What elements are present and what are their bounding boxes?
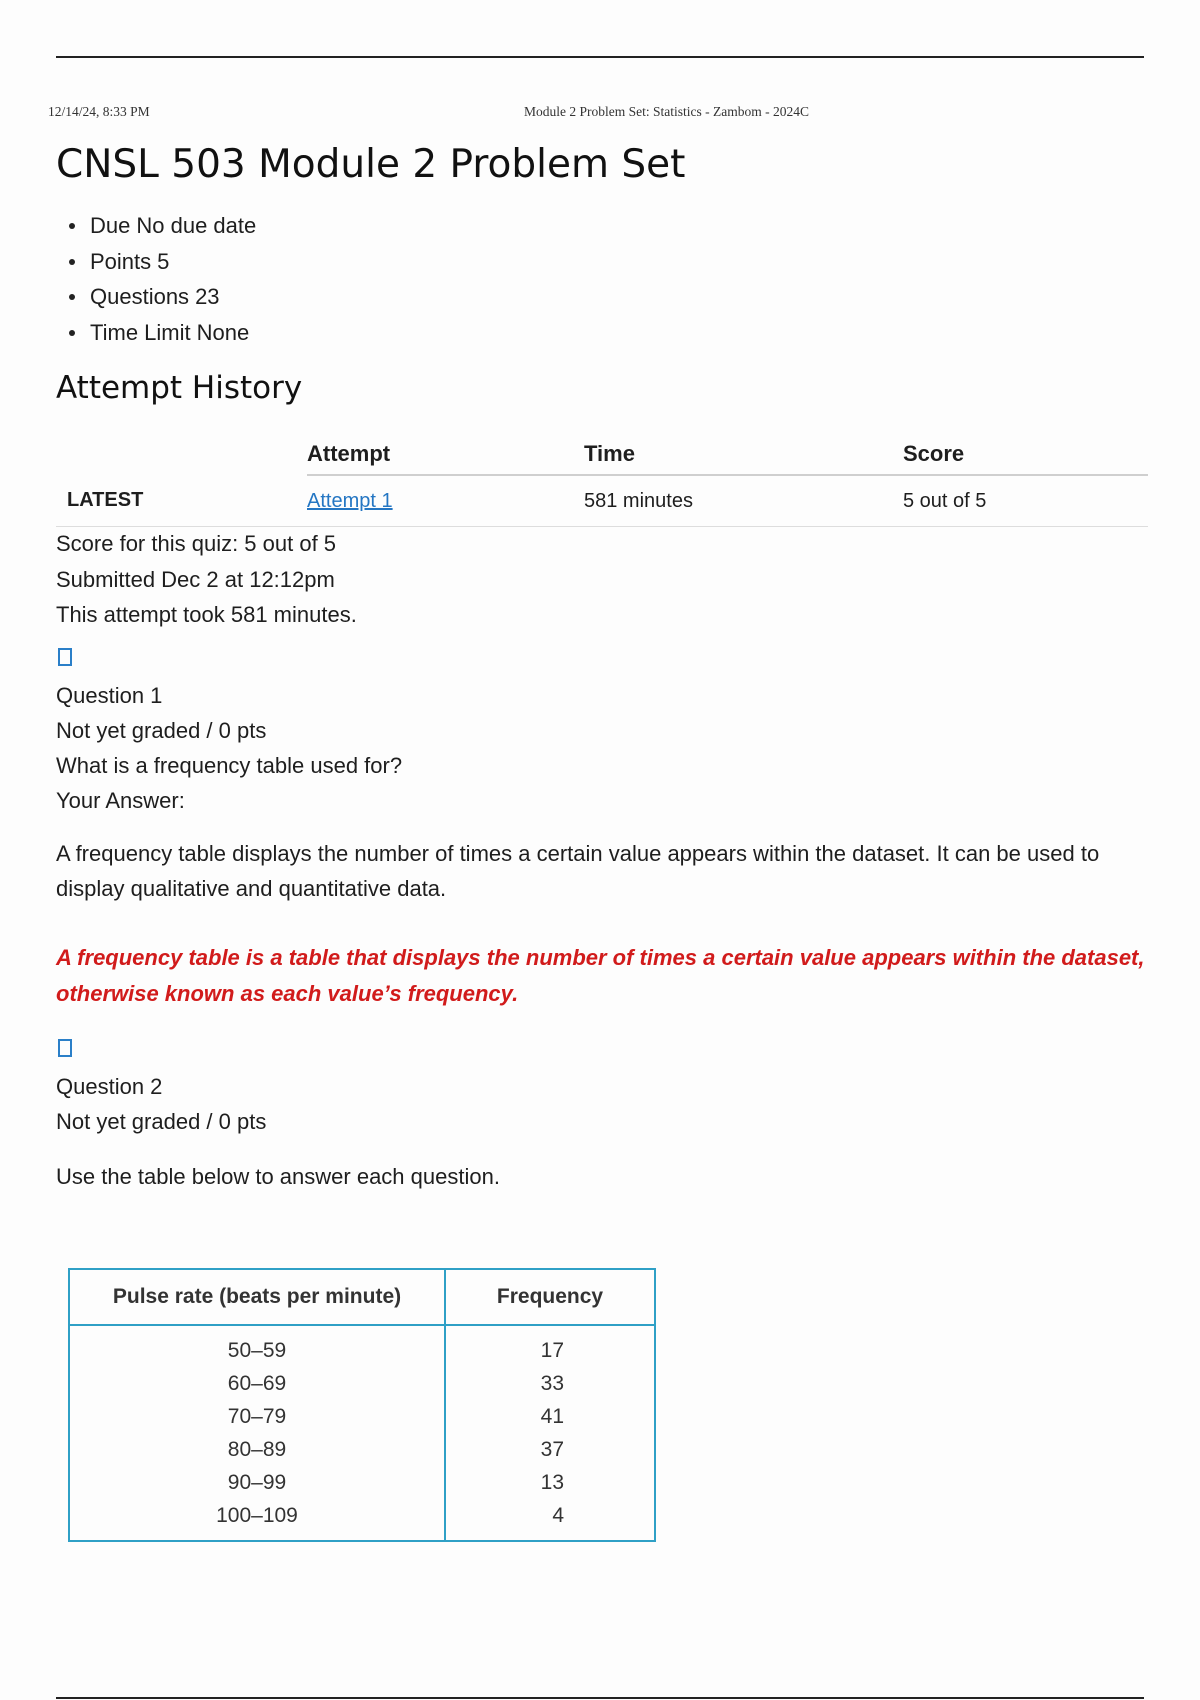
attempt-history-table [56,434,1148,527]
header-attempt: Attempt [307,434,584,475]
top-rule [56,56,1144,58]
attempt-history-title: Attempt History [56,370,303,406]
print-header [48,104,1148,124]
time-cell: 581 minutes [584,475,903,527]
header-pulse-rate: Pulse rate (beats per minute) [69,1269,445,1325]
detail-value: None [196,319,250,345]
pulse-range: 90–99 [69,1466,445,1499]
question-1 [56,644,1146,1012]
print-date: 12/14/24, 8:33 PM [48,104,150,119]
question-status: Not yet graded / 0 pts [56,718,267,743]
latest-tag: LATEST [56,475,307,527]
detail-time-limit [56,319,256,355]
frequency-value: 13 [540,1470,564,1494]
frequency-value: 4 [552,1503,564,1527]
quiz-details-list [56,212,256,354]
frequency-value: 33 [540,1371,564,1395]
question-status: Not yet graded / 0 pts [56,1109,267,1134]
quiz-score: Score for this quiz: 5 out of 5 [56,531,337,556]
table-row [69,1499,655,1541]
detail-value: No due date [136,213,257,238]
table-row [69,1400,655,1433]
flag-question-icon[interactable] [58,648,72,666]
detail-label: Points [90,248,152,274]
detail-questions [56,283,256,319]
pulse-rate-frequency-table [68,1268,656,1542]
attempt-cell [307,475,584,527]
frequency-value: 37 [540,1437,564,1461]
detail-due [56,212,256,248]
detail-points [56,248,256,284]
question-prompt: Use the table below to answer each question. [56,1164,500,1189]
detail-label: Time Limit [90,319,191,345]
pulse-range: 50–59 [69,1325,445,1367]
table-row [69,1433,655,1466]
header-score: Score [903,434,1148,475]
attempt-summary [56,530,357,637]
question-title: Question 2 [56,1074,163,1099]
bottom-rule [56,1697,1144,1699]
detail-label: Due [90,213,131,238]
header-time: Time [584,434,903,475]
student-answer: A frequency table displays the number of times a certain value appears within the dataset. It can be used to display qualitative and quantitative data. [56,841,1100,901]
flag-question-icon[interactable] [58,1039,72,1057]
attempt-link[interactable]: Attempt 1 [307,489,393,512]
your-answer-label: Your Answer: [56,788,185,813]
pulse-range: 80–89 [69,1433,445,1466]
header-frequency: Frequency [445,1269,655,1325]
frequency-value: 41 [540,1404,564,1428]
table-row [69,1325,655,1367]
question-prompt: What is a frequency table used for? [56,753,403,778]
detail-label: Questions [90,284,190,309]
page-title: CNSL 503 Module 2 Problem Set [56,142,686,187]
question-title: Question 1 [56,683,163,708]
detail-value: 5 [157,248,170,274]
attempt-duration: This attempt took 581 minutes. [56,602,357,627]
detail-value: 23 [195,284,220,309]
question-2 [56,1035,1146,1191]
correct-answer: A frequency table is a table that displays the number of times a certain value appears within the dataset, otherwise known as each value’s frequency. [56,945,1145,1006]
table-row [69,1466,655,1499]
table-row [69,1367,655,1400]
score-cell: 5 out of 5 [903,475,1148,527]
header-blank [56,434,307,475]
pulse-range: 100–109 [69,1499,445,1541]
attempt-history-header-row [56,434,1148,475]
submitted-time: Submitted Dec 2 at 12:12pm [56,566,335,592]
print-page-title: Module 2 Problem Set: Statistics - Zambom - 2024C [524,104,809,119]
frequency-value: 17 [540,1338,564,1362]
table-row [56,475,1148,527]
pulse-table-header-row [69,1269,655,1325]
pulse-range: 60–69 [69,1367,445,1400]
pulse-range: 70–79 [69,1400,445,1433]
